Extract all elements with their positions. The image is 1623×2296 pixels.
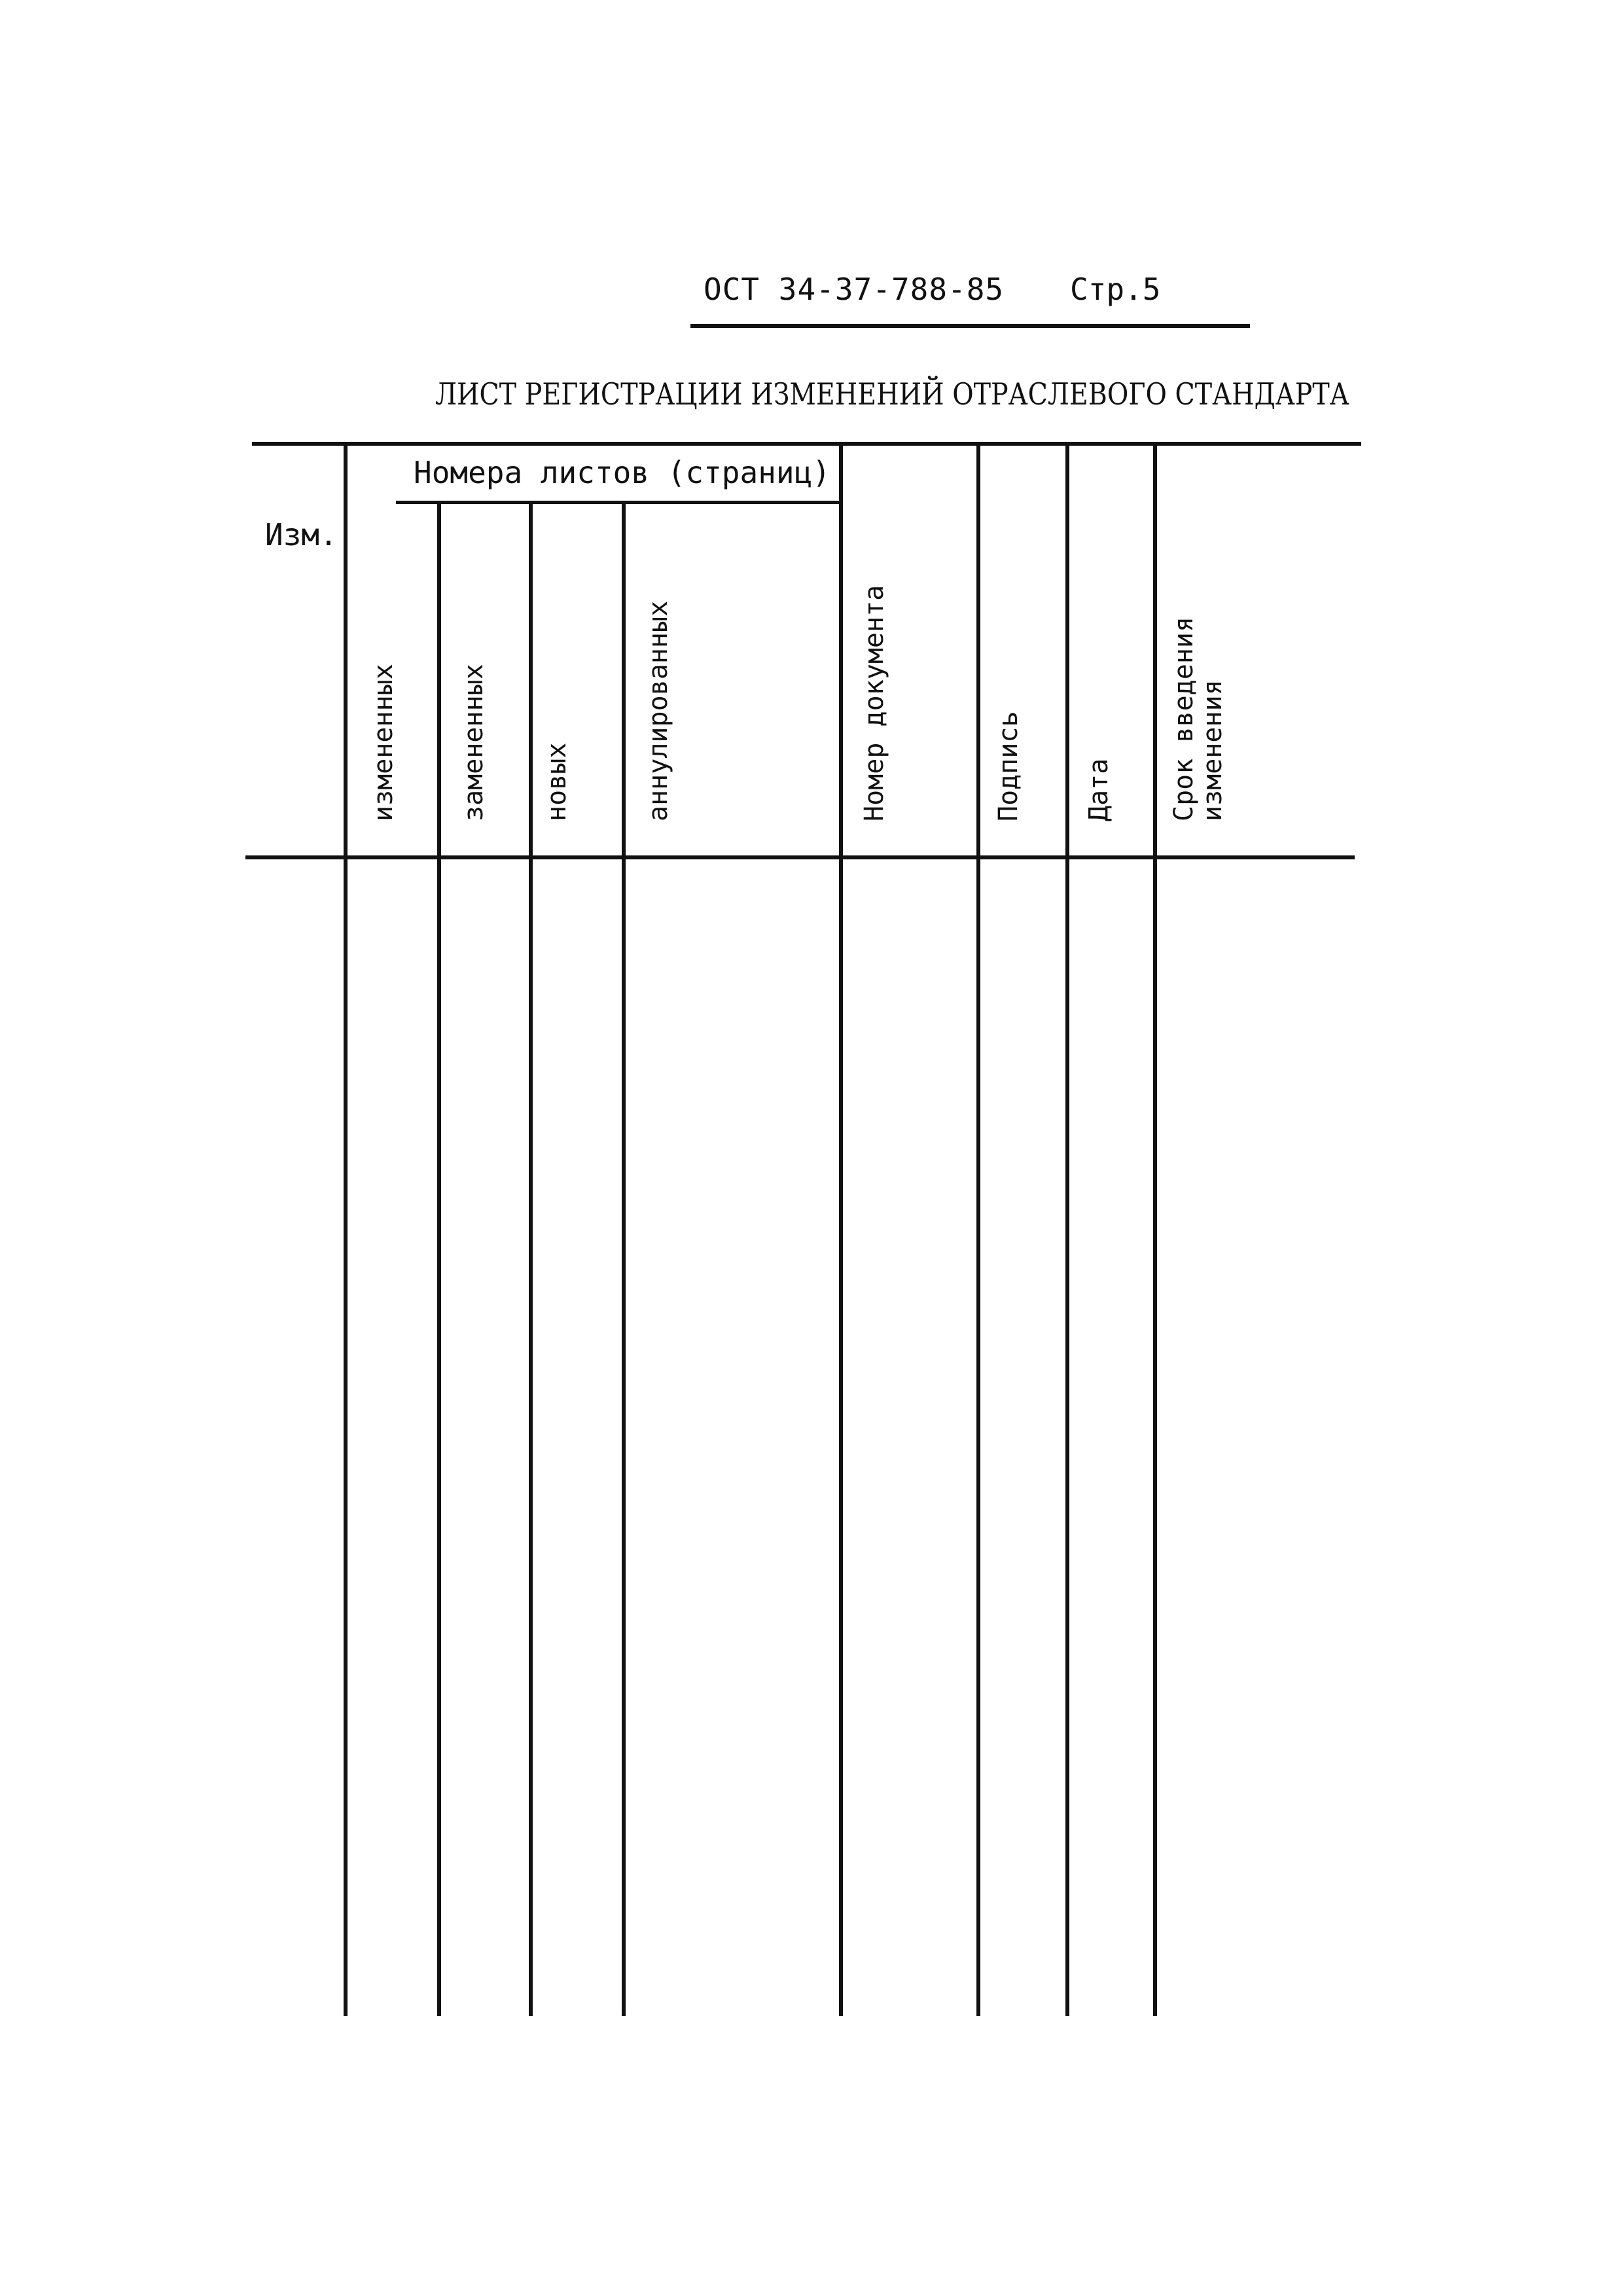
column-header-term-line2: изменения bbox=[1198, 679, 1228, 821]
column-header-replaced: замененных bbox=[459, 664, 489, 821]
column-divider bbox=[839, 442, 843, 2016]
column-header-annulled: аннулированных bbox=[643, 600, 673, 821]
column-header-document-number: Номер документа bbox=[859, 584, 889, 821]
column-group-header-sheet-numbers: Номера листов (страниц) bbox=[414, 455, 830, 490]
column-divider bbox=[437, 501, 441, 2016]
column-divider bbox=[344, 442, 348, 2016]
document-code: ОСТ 34-37-788-85 bbox=[704, 272, 1005, 307]
column-divider bbox=[1065, 442, 1069, 2016]
header-bottom-border bbox=[245, 855, 1355, 859]
column-header-term-line1: Срок введения bbox=[1169, 616, 1199, 821]
column-header-changed: измененных bbox=[368, 664, 399, 821]
column-divider bbox=[622, 501, 626, 2016]
group-header-underline bbox=[396, 501, 841, 504]
header-underline bbox=[690, 324, 1250, 328]
column-divider bbox=[529, 501, 533, 2016]
page-number: Стр.5 bbox=[1070, 272, 1161, 307]
column-header-new: новых bbox=[542, 742, 572, 821]
column-header-change: Изм. bbox=[265, 517, 338, 552]
column-header-date: Дата bbox=[1084, 758, 1114, 821]
column-header-signature: Подпись bbox=[993, 711, 1024, 821]
table-top-border bbox=[252, 442, 1361, 446]
column-divider bbox=[976, 442, 980, 2016]
page-title: ЛИСТ РЕГИСТРАЦИИ ИЗМЕНЕНИЙ ОТРАСЛЕВОГО СТАНДАРТА bbox=[435, 376, 1349, 412]
column-divider bbox=[1153, 442, 1157, 2016]
